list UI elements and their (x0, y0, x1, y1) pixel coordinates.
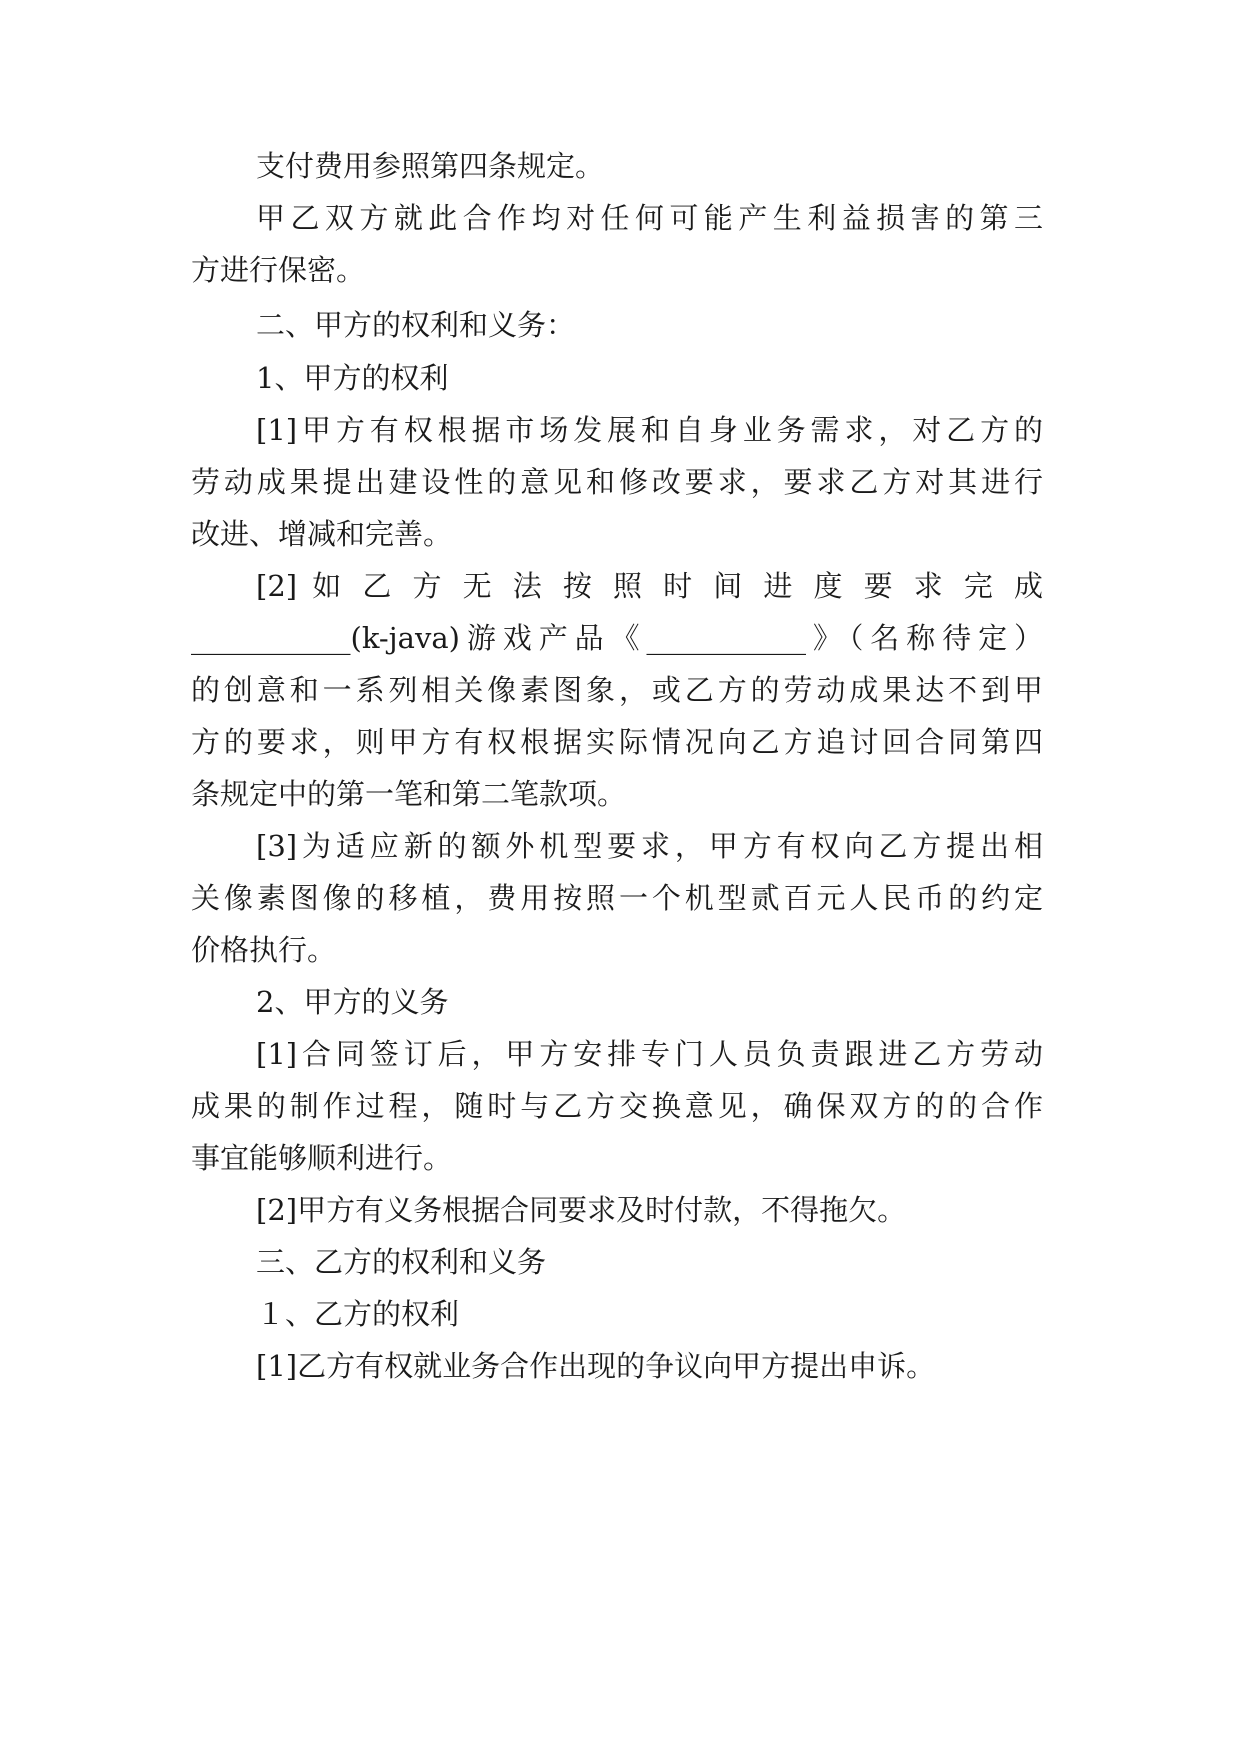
paragraph-line: [1]甲方有权根据市场发展和自身业务需求，对乙方的 (256, 413, 1043, 447)
paragraph-line: 甲乙双方就此合作均对任何可能产生利益损害的第三 (256, 201, 1043, 235)
paragraph-line: ___________(k-java)游戏产品《___________》（名称待定） (191, 621, 1043, 655)
paragraph-line: [1]合同签订后，甲方安排专门人员负责跟进乙方劳动 (256, 1037, 1043, 1071)
paragraph-line: 成果的制作过程，随时与乙方交换意见，确保双方的的合作 (191, 1089, 1043, 1123)
paragraph-line: 关像素图像的移植，费用按照一个机型贰百元人民币的约定 (191, 881, 1043, 915)
paragraph-line: 改进、增减和完善。 (191, 517, 453, 551)
paragraph-line: 方进行保密。 (191, 253, 366, 287)
paragraph-line: 事宜能够顺利进行。 (191, 1141, 453, 1175)
subsection-heading: 2、甲方的义务 (256, 985, 449, 1019)
paragraph-line: [2]甲方有义务根据合同要求及时付款，不得拖欠。 (256, 1193, 907, 1227)
section-heading: 三、乙方的权利和义务 (256, 1245, 547, 1279)
paragraph-line: 劳动成果提出建设性的意见和修改要求，要求乙方对其进行 (191, 465, 1043, 499)
paragraph-line: [1]乙方有权就业务合作出现的争议向甲方提出申诉。 (256, 1349, 936, 1383)
paragraph-line: [3]为适应新的额外机型要求，甲方有权向乙方提出相 (256, 829, 1043, 863)
subsection-heading: １、乙方的权利 (256, 1297, 460, 1331)
paragraph-line: [2] 如 乙 方 无 法 按 照 时 间 进 度 要 求 完 成 (256, 569, 1043, 603)
paragraph-line: 的创意和一系列相关像素图象，或乙方的劳动成果达不到甲 (191, 673, 1043, 707)
paragraph-line: 条规定中的第一笔和第二笔款项。 (191, 777, 627, 811)
subsection-heading: 1、甲方的权利 (256, 361, 449, 395)
section-heading: 二、甲方的权利和义务： (256, 308, 576, 342)
paragraph-line: 价格执行。 (191, 933, 337, 967)
paragraph-line: 方的要求，则甲方有权根据实际情况向乙方追讨回合同第四 (191, 725, 1043, 759)
paragraph-line: 支付费用参照第四条规定。 (256, 149, 605, 183)
